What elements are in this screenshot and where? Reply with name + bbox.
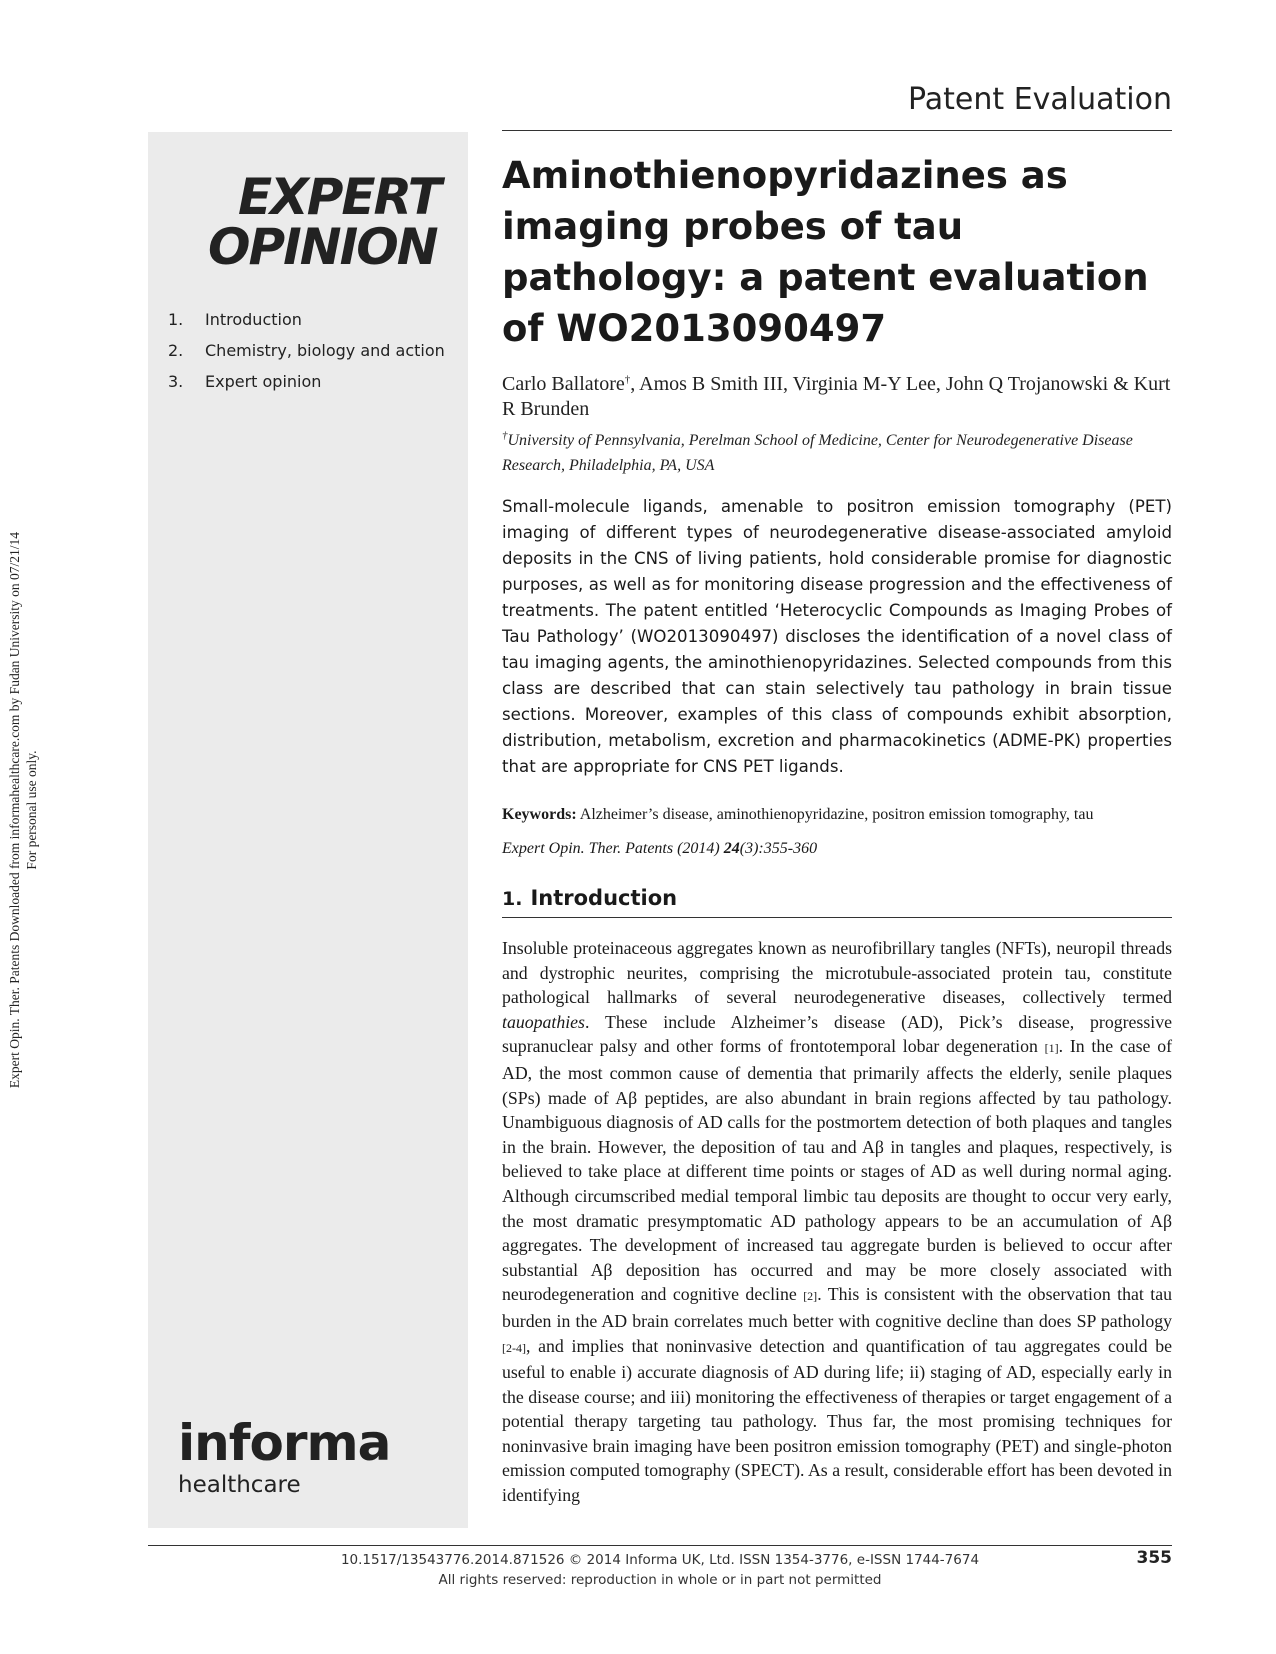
section-label: Patent Evaluation	[908, 82, 1172, 117]
affiliation-mark: †	[624, 373, 631, 386]
toc-item-expert-opinion[interactable]	[168, 366, 445, 397]
first-author: Carlo Ballatore	[502, 373, 625, 395]
affiliation-text: University of Pennsylvania, Perelman School of Medicine, Center for Neurodegenerative Disease Research, Philadelphia, PA, USA	[502, 432, 1133, 474]
watermark-line-1: Expert Opin. Ther. Patents Downloaded from informahealthcare.com by Fudan University on 07/21/14	[7, 531, 22, 1089]
toc-label: Introduction	[205, 310, 302, 329]
table-of-contents	[168, 304, 445, 397]
keywords	[502, 804, 1172, 826]
reference-link[interactable]: [2]	[803, 1289, 818, 1304]
footer-doi-issn: 10.1517/13543776.2014.871526 © 2014 Informa UK, Ltd. ISSN 1354-3776, e-ISSN 1744-7674	[340, 1552, 980, 1568]
page-number: 355	[1136, 1548, 1172, 1568]
abstract: Small-molecule ligands, amenable to positron emission tomography (PET) imaging of different types of neurodegenerative disease-associated amyloid deposits in the CNS of living patients, hold considerable promise for diagnostic purposes, as well as for monitoring disease progression and the effectiveness of treatments. The patent entitled ‘Heterocyclic Compounds as Imaging Probes of Tau Pathology’ (WO2013090497) discloses the identification of a novel class of tau imaging agents, the aminothienopyridazines. Selected compounds from this class are described that can stain selectively tau pathology in brain tissue sections. Moreover, examples of this class of compounds exhibit absorption, distribution, metabolism, excretion and pharmacokinetics (ADME-PK) properties that are appropriate for CNS PET ligands.	[502, 497, 1172, 776]
toc-item-introduction[interactable]	[168, 304, 445, 335]
introduction-paragraph	[502, 936, 1172, 1508]
intro-text: , and implies that noninvasive detection and quantification of tau aggregates could be useful to enable i) accurate diagnosis of AD during life; ii) staging of AD, especially early in the disease course; and iii) monitoring the effectiveness of therapies or target engagement of a potential therapy targeting tau pathology. Thus far, the most promising techniques for noninvasive brain imaging have been positron emission tomography (PET) and single-photon emission computed tomography (SPECT). As a result, considerable effort has been devoted in identifying	[502, 1335, 1172, 1506]
reference-link[interactable]: [2-4]	[502, 1340, 526, 1355]
toc-label: Chemistry, biology and action	[205, 341, 445, 360]
citation	[502, 838, 1172, 860]
article-title: Aminothienopyridazines as imaging probes of tau pathology: a patent evaluation of WO2013090497	[502, 154, 1149, 350]
affiliation	[502, 428, 1172, 478]
toc-number: 2.	[168, 341, 184, 360]
sidebar	[148, 132, 468, 1528]
toc-number: 3.	[168, 372, 184, 391]
intro-text: . In the case of AD, the most common cause of dementia that primarily affects the elderly, senile plaques (SPs) made of Aβ peptides, are also abundant in brain regions affected by tau pathology. Unambiguous diagnosis of AD calls for the postmortem detection of both plaques and tangles in the brain. However, the deposition of tau and Aβ in tangles and plaques, respectively, is believed to take place at different time points or stages of AD as well during normal aging. Although circumscribed medial temporal limbic tau deposits are thought to occur very early, the most dramatic presymptomatic AD pathology appears to be an accumulation of Aβ aggregates. The development of increased tau aggregate burden is believed to occur after substantial Aβ deposition has occurred and may be more closely associated with neurodegeneration and cognitive decline	[502, 1036, 1173, 1305]
watermark-line-2: For personal use only.	[24, 750, 39, 870]
header-divider	[502, 130, 1172, 131]
reference-link[interactable]: [1]	[1044, 1041, 1059, 1056]
toc-number: 1.	[168, 310, 184, 329]
keywords-list: Alzheimer’s disease, aminothienopyridazine, positron emission tomography, tau	[579, 806, 1094, 823]
section-title: Introduction	[530, 886, 678, 910]
intro-text: . These include Alzheimer’s disease (AD), Pick’s disease, progressive supranuclear palsy and other forms of frontotemporal lobar degeneration	[502, 1011, 1172, 1057]
expert-opinion-logo	[178, 168, 440, 276]
article-main	[502, 150, 1172, 1508]
citation-pages: (3):355-360	[739, 840, 818, 857]
brand-line-2: OPINION	[208, 218, 437, 276]
healthcare-logo-text: healthcare	[178, 1472, 301, 1498]
citation-journal: Expert Opin. Ther. Patents (2014)	[502, 840, 724, 857]
footer-rights: All rights reserved: reproduction in whole or in part not permitted	[438, 1572, 882, 1588]
other-authors: , Amos B Smith III, Virginia M-Y Lee, John Q Trojanowski & Kurt R Brunden	[502, 373, 1171, 420]
footer-divider	[148, 1545, 1172, 1546]
keywords-label: Keywords:	[502, 806, 577, 823]
affiliation-dagger: †	[502, 429, 508, 442]
author-list	[502, 372, 1172, 422]
informa-logo: informa	[178, 1414, 391, 1472]
download-watermark	[6, 450, 66, 1170]
toc-label: Expert opinion	[205, 372, 322, 391]
intro-text: Insoluble proteinaceous aggregates known as neurofibrillary tangles (NFTs), neuropil threads and dystrophic neurites, comprising the microtubule-associated protein tau, constitute pathological hallmarks of several neurodegenerative diseases, collectively termed	[502, 938, 1172, 1008]
section-number: 1.	[502, 888, 523, 910]
section-heading-introduction	[502, 884, 1172, 918]
citation-volume: 24	[723, 840, 740, 857]
intro-text: . This is consistent with the observation that tau burden in the AD brain correlates much better with cognitive decline than does SP pathology	[502, 1284, 1172, 1331]
intro-emphasis: tauopathies	[502, 1011, 585, 1032]
brand-line-1: EXPERT	[238, 168, 440, 226]
toc-item-chemistry[interactable]	[168, 335, 445, 366]
